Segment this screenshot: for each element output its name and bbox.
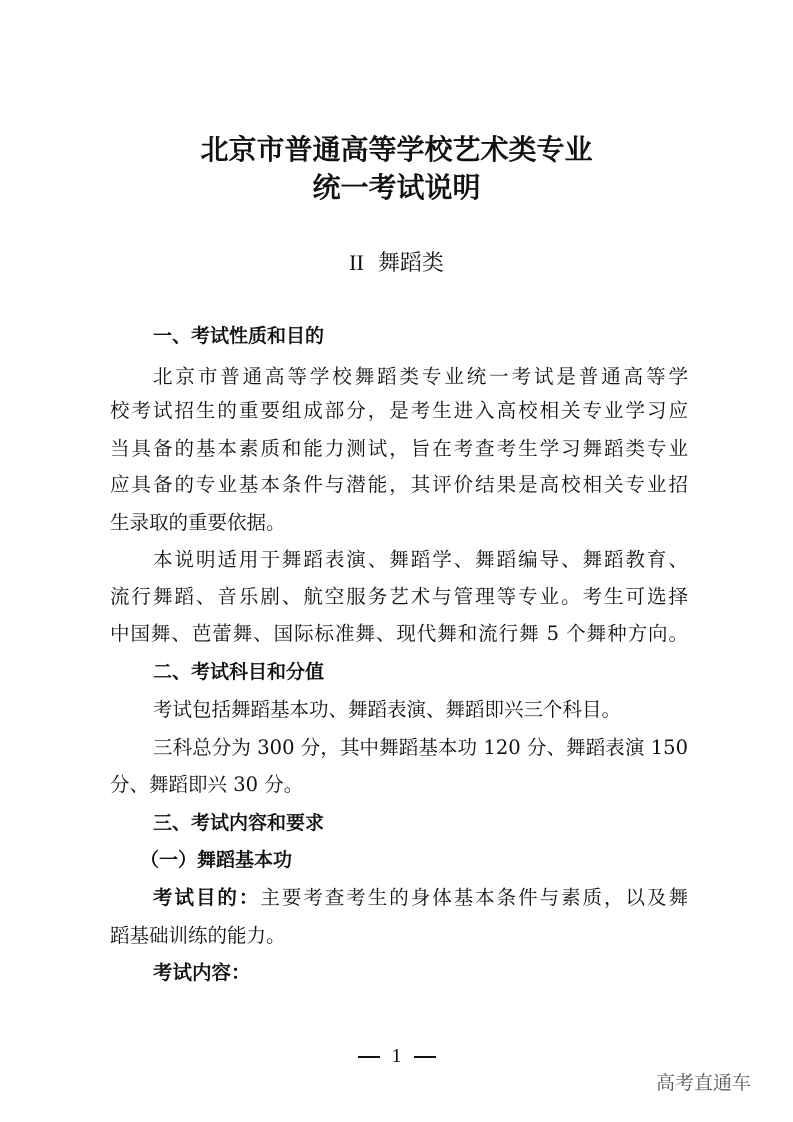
paragraph-line: 中国舞、芭蕾舞、国际标准舞、现代舞和流行舞 5 个舞种方向。: [110, 622, 688, 645]
subheading-dance-basics: （一）舞蹈基本功: [140, 849, 293, 871]
paragraph-line: 北京市普通高等学校舞蹈类专业统一考试是普通高等学: [153, 365, 688, 388]
paragraph-line: 当具备的基本素质和能力测试，旨在考查考生学习舞蹈类专业: [110, 437, 688, 460]
section-name: 舞蹈类: [377, 251, 444, 276]
section-title: [0, 248, 793, 279]
purpose-line: [153, 885, 688, 911]
heading-nature-purpose: 一、考试性质和目的: [153, 325, 325, 347]
purpose-text: 主要考查考生的身体基本条件与素质，以及舞: [260, 886, 688, 909]
document-title-line-2: 统一考试说明: [312, 171, 481, 204]
content-label: 考试内容：: [153, 961, 251, 984]
watermark: 高考直通车: [656, 1072, 752, 1094]
paragraph-line: 三科总分为 300 分，其中舞蹈基本功 120 分、舞蹈表演 150: [153, 736, 688, 759]
page-number-dash-right: [414, 1056, 436, 1058]
paragraph-line: 生录取的重要依据。: [110, 511, 286, 534]
paragraph-line: 分、舞蹈即兴 30 分。: [110, 773, 304, 796]
page-number-dash-left: [358, 1056, 380, 1058]
page-number: [0, 1043, 793, 1069]
paragraph-line: 校考试招生的重要组成部分，是考生进入高校相关专业学习应: [110, 399, 688, 422]
purpose-label: 考试目的：: [153, 886, 261, 909]
heading-content-requirements: 三、考试内容和要求: [153, 812, 325, 834]
paragraph-line: 流行舞蹈、音乐剧、航空服务艺术与管理等专业。考生可选择: [110, 585, 688, 608]
section-roman-numeral: II: [349, 250, 364, 275]
paragraph-line: 本说明适用于舞蹈表演、舞蹈学、舞蹈编导、舞蹈教育、: [153, 548, 688, 571]
paragraph-line: 应具备的专业基本条件与潜能，其评价结果是高校相关专业招: [110, 473, 688, 496]
heading-subjects-scores: 二、考试科目和分值: [153, 661, 325, 683]
paragraph-line: 考试包括舞蹈基本功、舞蹈表演、舞蹈即兴三个科目。: [153, 698, 622, 721]
paragraph-line: 蹈基础训练的能力。: [110, 924, 286, 947]
document-title-line-1: 北京市普通高等学校艺术类专业: [200, 133, 593, 166]
page-number-value: 1: [391, 1045, 402, 1067]
